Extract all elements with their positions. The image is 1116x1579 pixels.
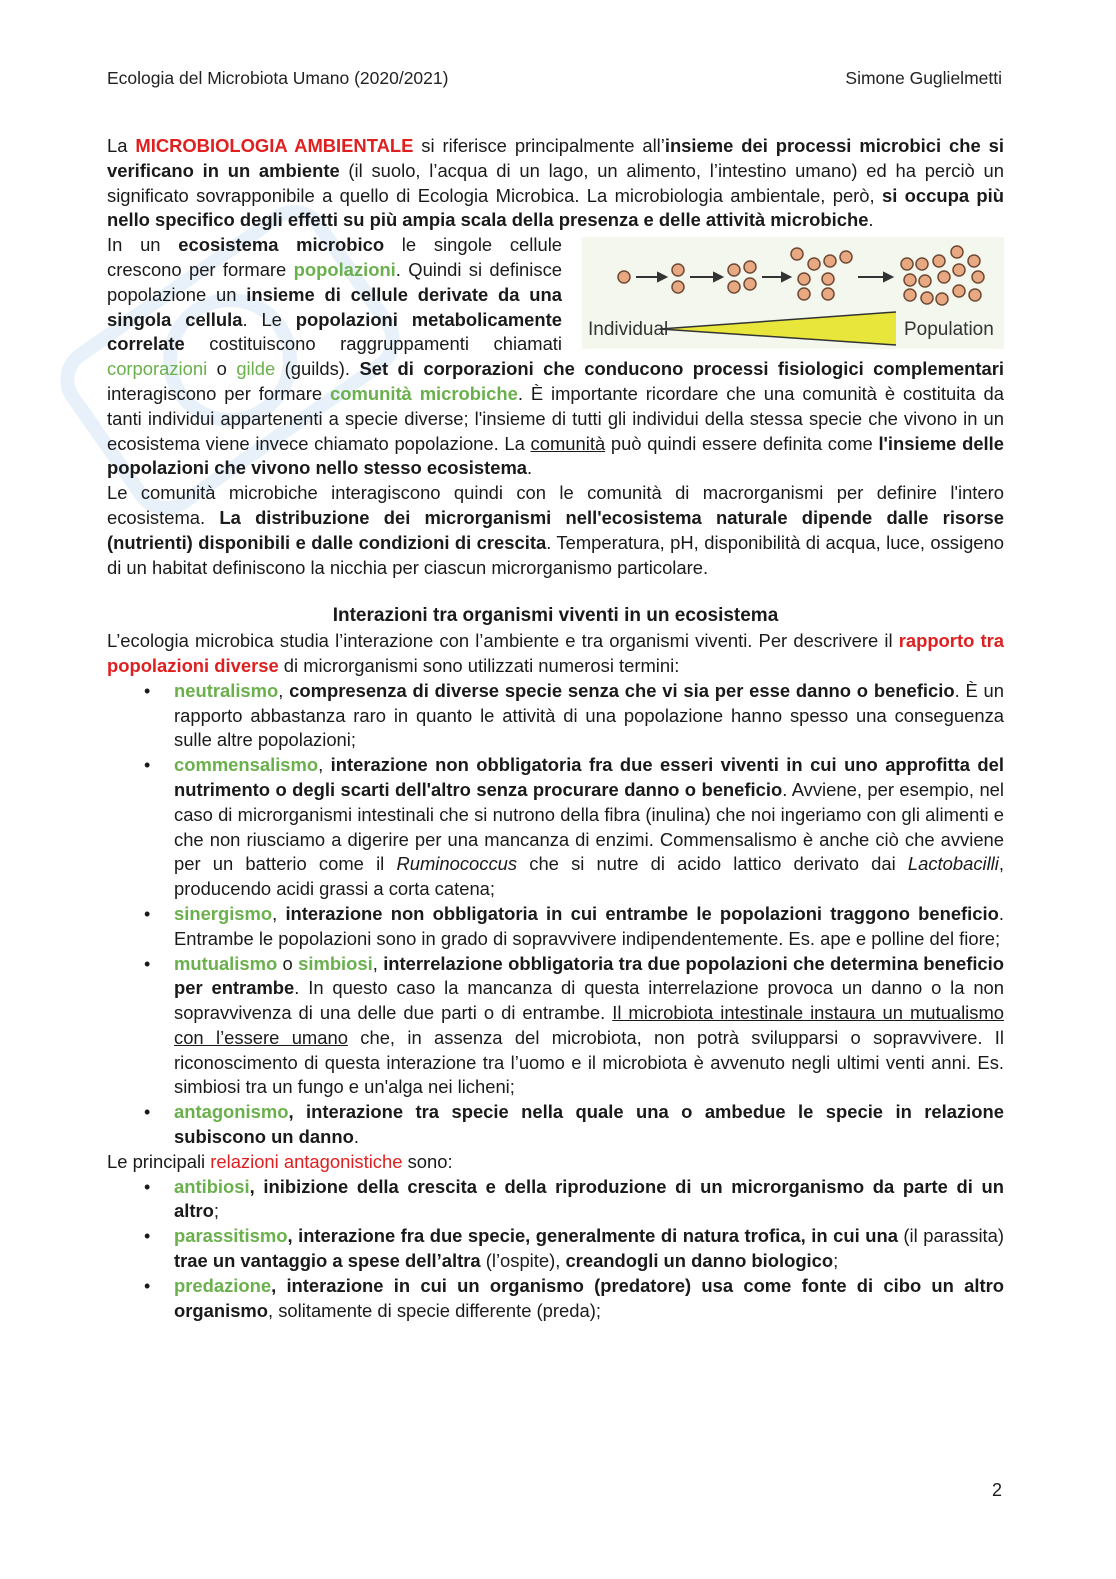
interaction-list xyxy=(107,679,1004,1150)
page-number: 2 xyxy=(991,1480,1002,1500)
paragraph-ecosistema: In un ecosistema microbico le singole cellule crescono per formare popolazioni. Quindi si definisce popolazione un insieme di cellule derivate da una singola cellula. Le popolazioni metabolicamente correlate costituiscono raggruppamenti chiamati corporazioni o gilde (guilds). Set di corporazioni che conducono processi fisiologici complementari interagiscono per formare comunità microbiche. È importante ricordare che una comunità è costituita da tanti individui appartenenti a specie diverse; l'insieme di tutti gli individui della stessa specie che vivono in un ecosistema viene invece chiamato popolazione. La comunità può quindi essere definita come l'insieme delle popolazioni che vivono nello stesso ecosistema. xyxy=(107,234,1004,479)
header-course-title: Ecologia del Microbiota Umano (2020/2021) xyxy=(107,68,449,88)
highlight-microbiologia-ambientale: MICROBIOLOGIA AMBIENTALE xyxy=(135,135,414,156)
list-item-antibiosi: • antibiosi, inibizione della crescita e della riproduzione di un microrganismo da parte di un altro; xyxy=(174,1175,1004,1225)
figure-label-individual: Individual xyxy=(588,319,669,341)
paragraph-relazioni-antagonistiche: Le principali relazioni antagonistiche sono: xyxy=(107,1150,453,1172)
paragraph-interazioni: L’ecologia microbica studia l’interazione con l’ambiente e tra organismi viventi. Per descrivere il rapporto tra popolazioni diverse di microrganismi sono utilizzati numerosi termini: xyxy=(107,630,1004,676)
individual-to-population-figure xyxy=(582,237,1004,349)
header-author: Simone Guglielmetti xyxy=(845,68,1002,88)
list-item-neutralismo: • neutralismo, compresenza di diverse specie senza che vi sia per esse danno o beneficio. È un rapporto abbastanza raro in quanto le attività di una popolazione hanno spesso una conseguenza sulle altre popolazioni; xyxy=(174,679,1004,753)
list-item-antagonismo: • antagonismo, interazione tra specie nella quale una o ambedue le specie in relazione subiscono un danno. xyxy=(174,1100,1004,1150)
list-item-predazione: • predazione, interazione in cui un organismo (predatore) usa come fonte di cibo un altro organismo, solitamente di specie differente (preda); xyxy=(174,1274,1004,1324)
list-item-sinergismo: • sinergismo, interazione non obbligatoria in cui entrambe le popolazioni traggono beneficio. Entrambe le popolazioni sono in grado di sopravvivere indipendentemente. Es. ape e polline del fiore; xyxy=(174,902,1004,952)
page-header xyxy=(107,68,1002,89)
term-corporazioni: corporazioni xyxy=(107,358,208,380)
term-comunita-microbiche: comunità microbiche xyxy=(330,382,518,404)
highlight-rapporto-popolazioni: rapporto tra popolazioni diverse xyxy=(107,630,1004,676)
antagonistic-list xyxy=(107,1175,1004,1324)
figure-label-population: Population xyxy=(904,319,994,341)
highlight-relazioni-antagonistiche: relazioni antagonistiche xyxy=(210,1150,403,1172)
paragraph-comunita: Le comunità microbiche interagiscono quindi con le comunità di macrorganismi per definire l'intero ecosistema. La distribuzione dei microrganismi nell'ecosistema naturale dipende dalle risorse (nutrienti) disponibili e dalle condizioni di crescita. Temperatura, pH, disponibilità di acqua, luce, ossigeno di un habitat definiscono la nicchia per ciascun microrganismo particolare. xyxy=(107,482,1005,578)
list-item-commensalismo: • commensalismo, interazione non obbligatoria fra due esseri viventi in cui uno approfitta del nutrimento o degli scarti dell'altro senza procurare danno o beneficio. Avviene, per esempio, nel caso di microrganismi intestinali che si nutrono della fibra (inulina) che noi ingeriamo con gli alimenti e che non riusciamo a digerire per una mancanza di enzimi. Commensalismo è anche ciò che avviene per un batterio come il Ruminococcus che si nutre di acido lattico derivato dai Lactobacilli, producendo acidi grassi a corta catena; xyxy=(174,753,1004,902)
list-item-parassitismo: • parassitismo, interazione fra due specie, generalmente di natura trofica, in cui una (il parassita) trae un vantaggio a spese dell’altra (l’ospite), creandogli un danno biologico; xyxy=(174,1224,1004,1274)
term-gilde: gilde xyxy=(236,358,276,380)
paragraph-intro: La MICROBIOLOGIA AMBIENTALE si riferisce principalmente all’insieme dei processi microbici che si verificano in un ambiente (il suolo, l’acqua di un lago, un alimento, l’intestino umano) ed ha perciò un significato sovrapponibile a quello di Ecologia Microbica. La microbiologia ambientale, però, si occupa più nello specifico degli effetti su più ampia scala della presenza e delle attività microbiche. xyxy=(107,135,1004,231)
section-heading: Interazioni tra organismi viventi in un ecosistema xyxy=(332,605,779,627)
list-item-mutualismo: • mutualismo o simbiosi, interrelazione obbligatoria tra due popolazioni che determina beneficio per entrambe. In questo caso la mancanza di questa interrelazione provoca un danno o la non sopravvivenza di una delle due parti o di entrambe. Il microbiota intestinale instaura un mutualismo con l’essere umano che, in assenza del microbiota, non potrà svilupparsi o sopravvivere. Il riconoscimento di questa interazione tra l’uomo e il microbiota è avvenuto negli ultimi venti anni. Es. simbiosi tra un fungo e un'alga nei licheni; xyxy=(174,952,1004,1101)
page-content xyxy=(107,134,1004,1323)
term-popolazioni: popolazioni xyxy=(293,258,396,280)
